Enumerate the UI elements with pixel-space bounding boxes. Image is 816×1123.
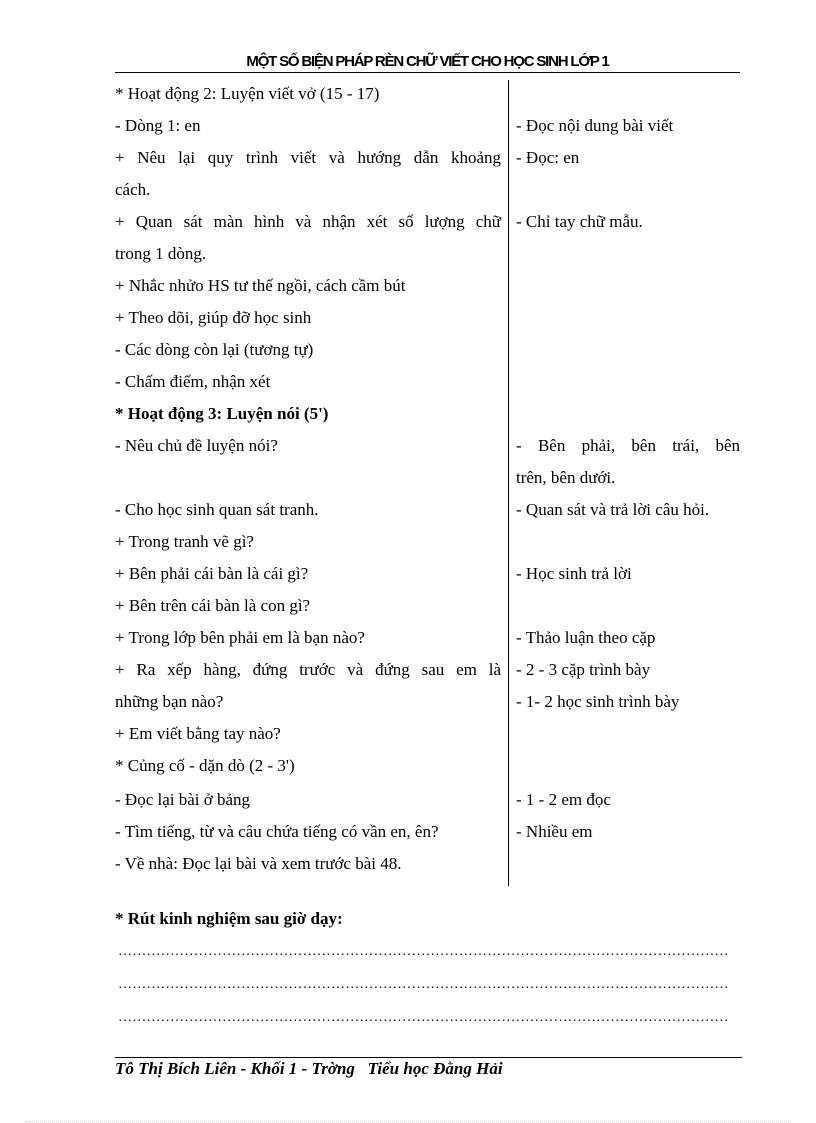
right-cell: - 1 - 2 em đọc [516, 790, 611, 809]
notes-dotted-line: ………………………………………………………………………………………………………………… [118, 1010, 729, 1025]
left-cell: + Theo dõi, giúp đỡ học sinh [115, 308, 312, 327]
left-cell: + Ra xếp hàng, đứng trước và đứng sau em là [115, 660, 501, 679]
left-cell: - Nêu chủ đề luyện nói? [115, 436, 278, 455]
left-cell: + Trong lớp bên phải em là bạn nào? [115, 628, 365, 647]
page-footer: Tô Thị Bích Liên - Khối 1 - Trờng Tiểu học Đằng Hải [115, 1059, 503, 1078]
left-cell: + Bên phải cái bàn là cái gì? [115, 564, 309, 583]
left-cell: + Bên trên cái bàn là con gì? [115, 596, 311, 615]
left-cell: - Đọc lại bài ở bảng [115, 790, 251, 809]
right-cell: - 1- 2 học sinh trình bày [516, 692, 680, 711]
right-cell: - Đọc nội dung bài viết [516, 116, 674, 135]
right-cell: - Quan sát và trả lời câu hỏi. [516, 500, 710, 519]
page-edge [25, 1121, 791, 1122]
left-cell: - Chấm điểm, nhận xét [115, 372, 271, 391]
left-cell: + Nhắc nhửo HS tư thế ngồi, cách cầm bút [115, 276, 406, 295]
left-cell: - Về nhà: Đọc lại bài và xem trước bài 48. [115, 854, 402, 873]
right-cell: - Nhiều em [516, 822, 593, 841]
right-cell: - Chỉ tay chữ mẫu. [516, 212, 643, 231]
section-heading: * Hoạt động 3: Luyện nói (5') [115, 404, 329, 423]
right-cell: - Học sinh trả lời [516, 564, 632, 583]
left-cell: * Củng cố - dặn dò (2 - 3') [115, 756, 295, 775]
left-cell: - Các dòng còn lại (tương tự) [115, 340, 314, 359]
notes-dotted-line: ………………………………………………………………………………………………………………… [118, 944, 729, 959]
page-header-title: MỘT SỐ BIỆN PHÁP RÈN CHỮ VIẾT CHO HỌC SINH LỚP 1 [246, 53, 609, 70]
right-cell: - Đọc: en [516, 148, 580, 167]
page-header [115, 52, 740, 73]
left-cell: * Hoạt động 2: Luyện viết vở (15 - 17) [115, 84, 380, 103]
left-cell: - Dòng 1: en [115, 116, 201, 135]
right-cell: trên, bên dưới. [516, 468, 616, 487]
right-cell: - Bên phải, bên trái, bên [516, 436, 740, 455]
column-divider [508, 80, 509, 886]
left-cell: + Quan sát màn hình và nhận xét số lượng chữ [115, 212, 501, 231]
left-cell: + Trong tranh vẽ gì? [115, 532, 254, 551]
notes-dotted-line: ………………………………………………………………………………………………………………… [118, 977, 729, 992]
right-cell: - 2 - 3 cặp trình bày [516, 660, 651, 679]
left-cell: + Nêu lại quy trình viết và hướng dẫn khoảng [115, 148, 501, 167]
left-cell: - Tìm tiếng, từ và câu chứa tiếng có vần en, ên? [115, 822, 439, 841]
left-cell: những bạn nào? [115, 692, 224, 711]
left-cell: cách. [115, 180, 151, 199]
left-cell: - Cho học sinh quan sát tranh. [115, 500, 319, 519]
right-cell: - Thảo luận theo cặp [516, 628, 656, 647]
notes-title: * Rút kinh nghiệm sau giờ dạy: [115, 909, 343, 928]
left-cell: trong 1 dòng. [115, 244, 207, 263]
left-cell: + Em viết bằng tay nào? [115, 724, 281, 743]
